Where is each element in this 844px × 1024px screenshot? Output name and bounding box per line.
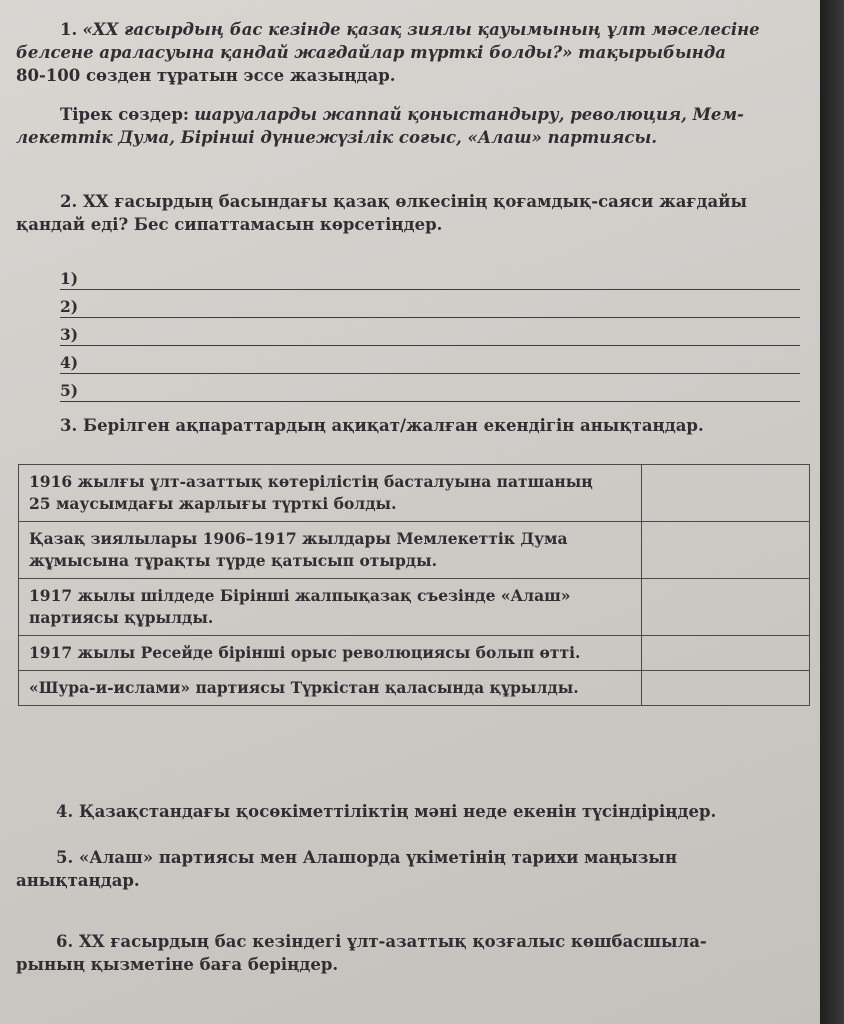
true-false-table [18,464,810,706]
task-2-answer-lines [60,262,800,402]
task-1 [16,18,806,87]
task-2-line-1: XX ғасырдың басындағы қазақ өлкесінің қоғамдық-саяси жағдайы [82,192,748,211]
task-5-line-2: анықтаңдар. [16,871,140,890]
answer-cell-3[interactable] [641,579,809,636]
answer-cell-5[interactable] [641,671,809,706]
table-row [19,522,810,579]
task-1-support-words [16,103,806,149]
task-1-number: 1. [60,20,78,39]
task-6-line-1: 6. XX ғасырдың бас кезіндегі ұлт-азаттық қозғалыс көшбасшыла- [56,932,707,951]
answer-line-1[interactable]: 1) [60,262,800,290]
book-spine-shadow [820,0,844,1024]
support-label: Тірек сөздер: [60,105,189,124]
task-1-line-1: «XX ғасырдың бас кезінде қазақ зиялы қауымының ұлт мәселесіне [82,20,760,39]
table-row [19,579,810,636]
support-words-2: лекеттік Дума, Бірінші дүниежүзілік соғыс, «Алаш» партиясы. [16,128,657,147]
task-5-line-1: 5. «Алаш» партиясы мен Алашорда үкіметінің тарихи маңызын [56,848,678,867]
task-6-line-2: рының қызметіне баға беріңдер. [16,955,339,974]
task-6 [16,930,806,976]
table-row [19,465,810,522]
answer-cell-4[interactable] [641,636,809,671]
answer-line-3[interactable]: 3) [60,318,800,346]
statement-5: «Шура-и-ислами» партиясы Түркістан қаласында құрылды. [19,671,642,706]
answer-line-5[interactable]: 5) [60,374,800,402]
task-1-line-2: белсене араласуына қандай жағдайлар түрткі болды?» тақырыбында [16,43,726,62]
answer-line-4[interactable]: 4) [60,346,800,374]
answer-line-2[interactable]: 2) [60,290,800,318]
support-words-1: шаруаларды жаппай қоныстандыру, революция, Мем- [194,105,744,124]
task-5 [16,846,806,892]
task-2 [16,190,806,236]
task-2-line-2: қандай еді? Бес сипаттамасын көрсетіңдер. [16,215,443,234]
statement-2: Қазақ зиялылары 1906–1917 жылдары Мемлекеттік Дума жұмысына тұрақты түрде қатысып отырды. [19,522,642,579]
statement-4: 1917 жылы Ресейде бірінші орыс революциясы болып өтті. [19,636,642,671]
task-2-number: 2. [60,192,78,211]
task-1-line-3: 80-100 сөзден тұратын эссе жазыңдар. [16,66,396,85]
answer-cell-1[interactable] [641,465,809,522]
task-3-text: 3. Берілген ақпараттардың ақиқат/жалған екендігін анықтаңдар. [60,416,704,435]
table-row [19,671,810,706]
statement-1: 1916 жылғы ұлт-азаттық көтерілістің басталуына патшаның 25 маусымдағы жарлығы түрткі болды. [19,465,642,522]
task-4-text: 4. Қазақстандағы қосөкіметтіліктің мәні неде екенін түсіндіріңдер. [56,802,717,821]
statement-3: 1917 жылы шілдеде Бірінші жалпықазақ съезінде «Алаш» партиясы құрылды. [19,579,642,636]
table-row [19,636,810,671]
answer-cell-2[interactable] [641,522,809,579]
